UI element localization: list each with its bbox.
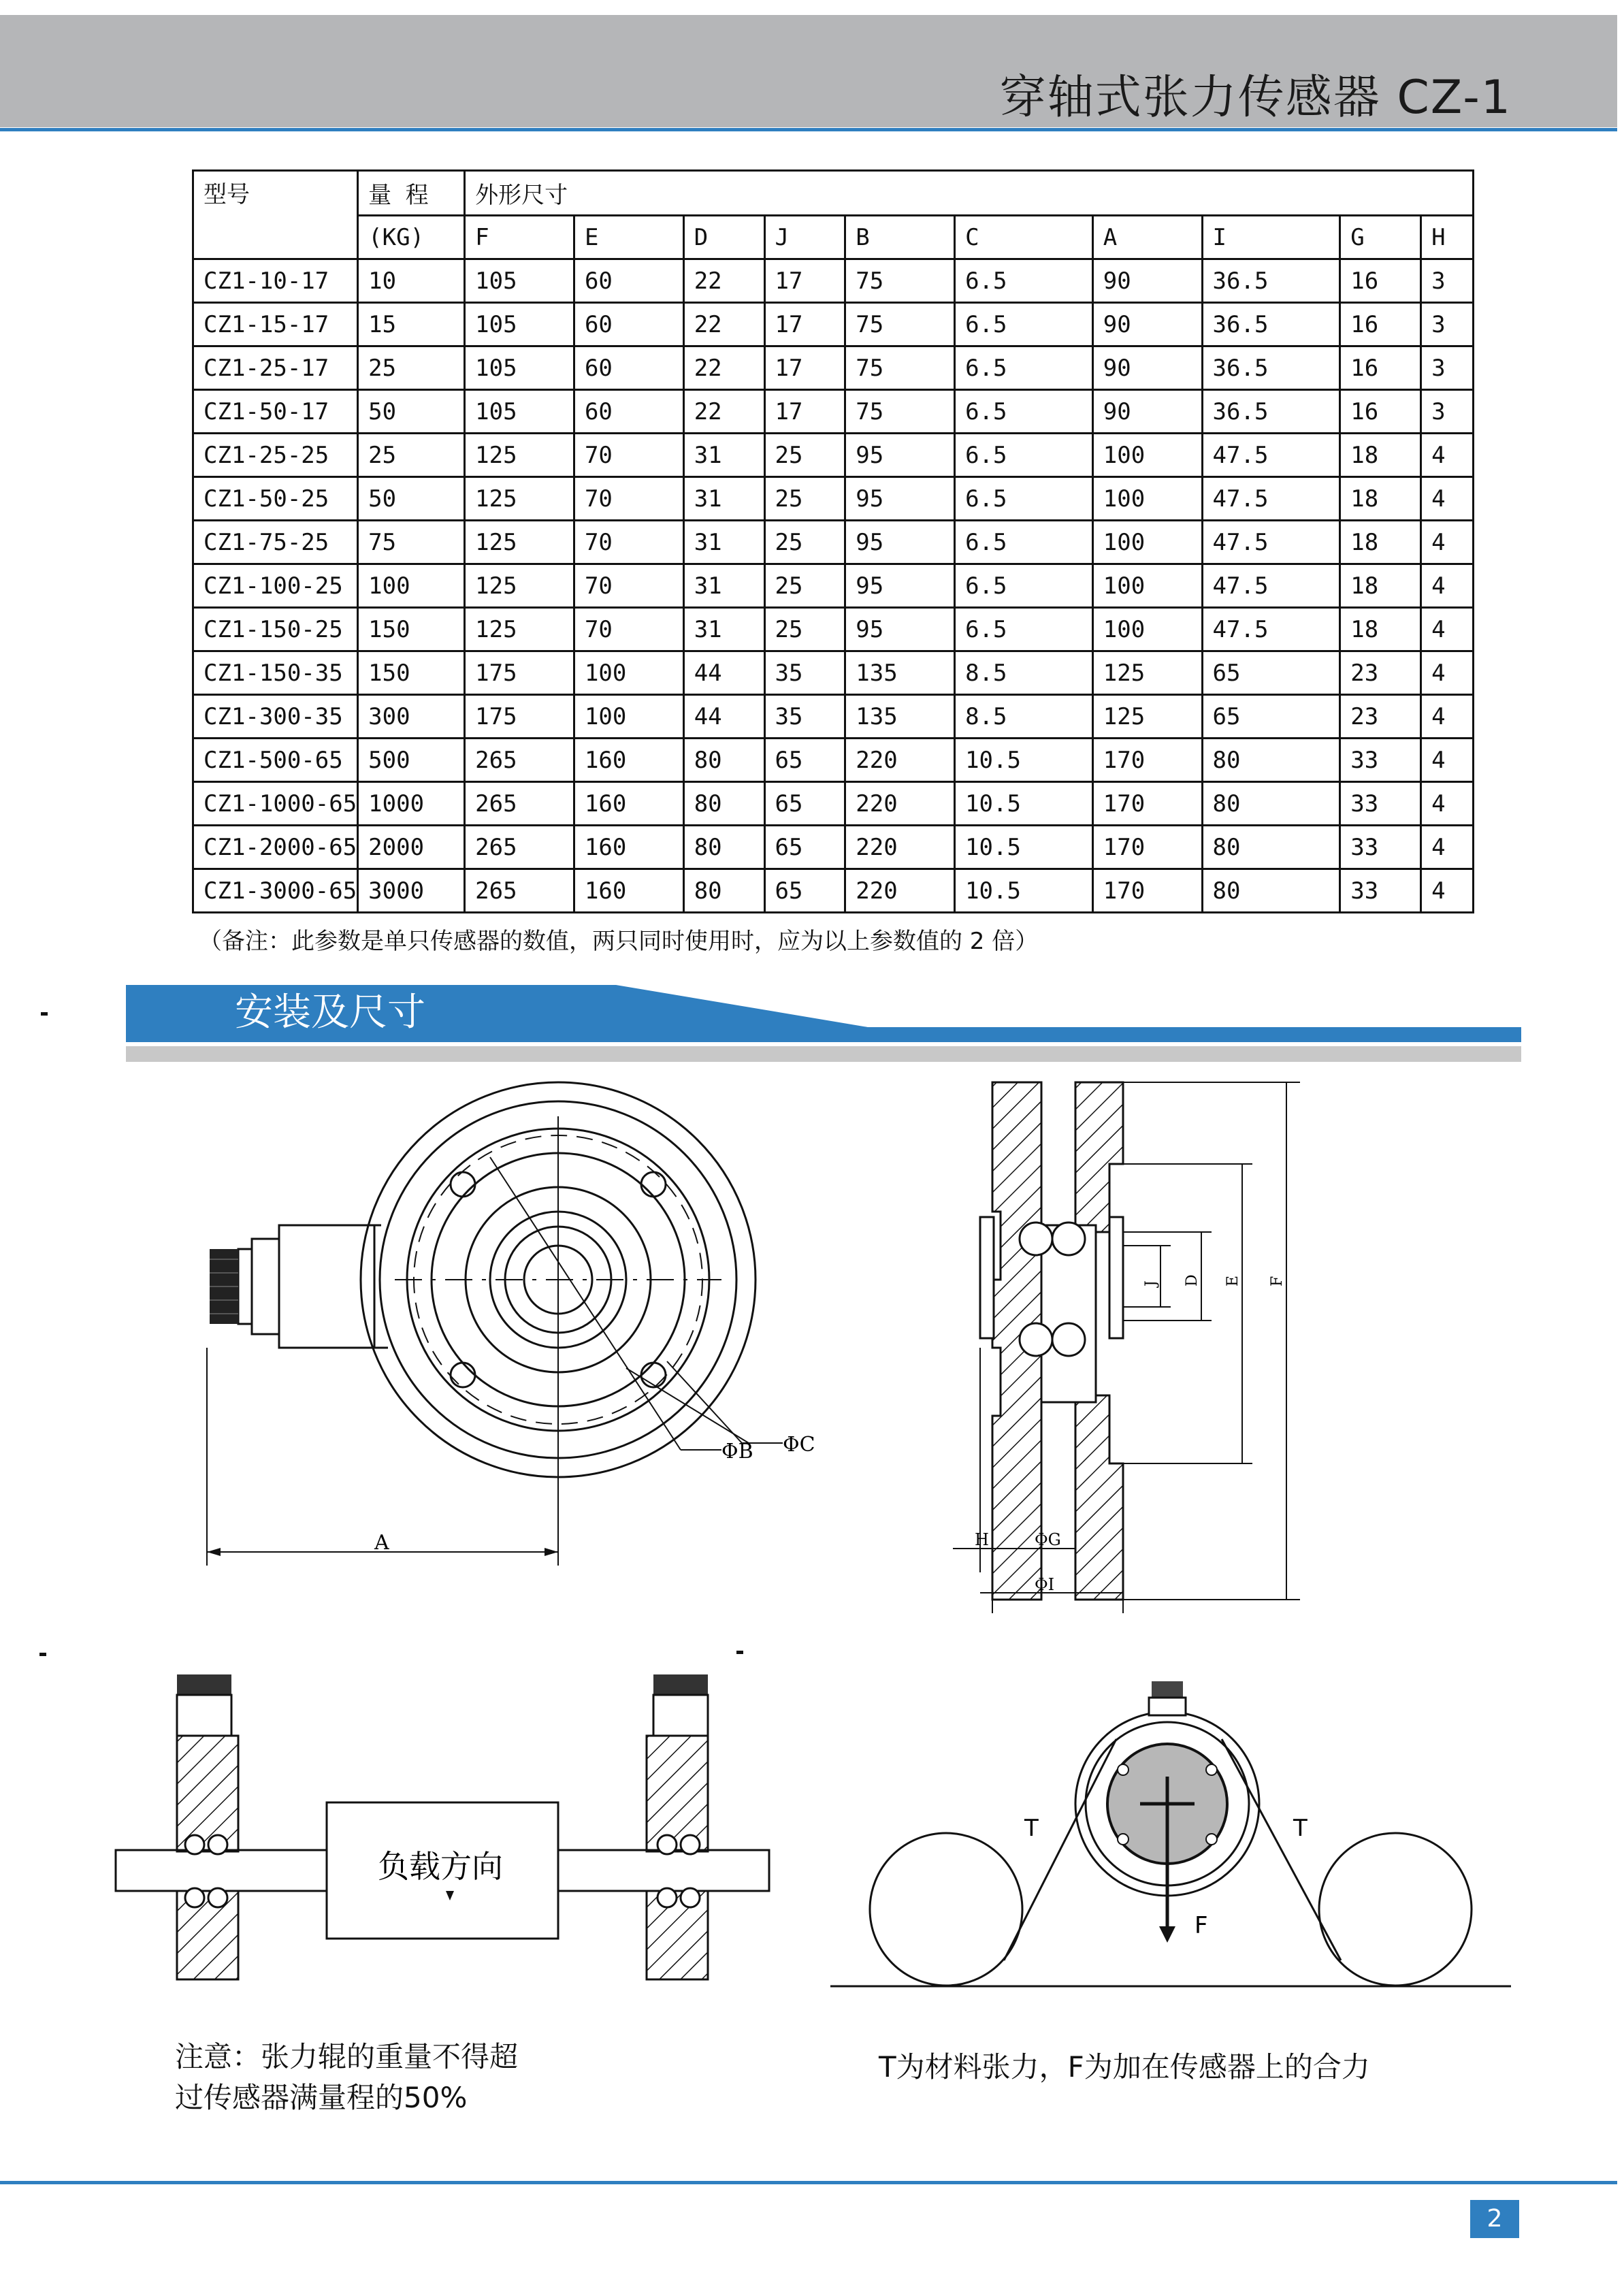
left-sensor xyxy=(177,1674,238,1979)
value-cell: 10.5 xyxy=(955,869,1093,913)
value-cell: 70 xyxy=(574,477,683,521)
footer-rule xyxy=(0,2181,1617,2184)
value-cell: 16 xyxy=(1340,346,1421,390)
value-cell: 3 xyxy=(1421,390,1474,434)
value-cell: 36.5 xyxy=(1202,259,1340,303)
value-cell: 100 xyxy=(1092,521,1202,564)
value-cell: 3000 xyxy=(358,869,465,913)
model-cell: CZ1-10-17 xyxy=(193,259,358,303)
header-rule xyxy=(0,128,1617,131)
value-cell: 60 xyxy=(574,346,683,390)
value-cell: 135 xyxy=(845,651,955,695)
value-cell: 18 xyxy=(1340,521,1421,564)
value-cell: 65 xyxy=(764,782,845,826)
dim-label-f: F xyxy=(1269,1276,1286,1286)
value-cell: 4 xyxy=(1421,564,1474,608)
value-cell: 65 xyxy=(764,826,845,869)
value-cell: 175 xyxy=(465,651,574,695)
model-header: 型号 xyxy=(193,171,358,259)
load-direction-label: 负载方向 xyxy=(378,1848,503,1885)
value-cell: 22 xyxy=(683,303,764,346)
value-cell: 17 xyxy=(764,346,845,390)
value-cell: 17 xyxy=(764,390,845,434)
value-cell: 4 xyxy=(1421,739,1474,782)
value-cell: 2000 xyxy=(358,826,465,869)
value-cell: 220 xyxy=(845,869,955,913)
value-cell: 23 xyxy=(1340,695,1421,739)
value-cell: 47.5 xyxy=(1202,564,1340,608)
value-cell: 16 xyxy=(1340,390,1421,434)
value-cell: 25 xyxy=(764,564,845,608)
value-cell: 47.5 xyxy=(1202,434,1340,477)
value-cell: 95 xyxy=(845,521,955,564)
value-cell: 220 xyxy=(845,739,955,782)
value-cell: 47.5 xyxy=(1202,477,1340,521)
dim-column-header: A xyxy=(1092,216,1202,259)
value-cell: 16 xyxy=(1340,259,1421,303)
value-cell: 10.5 xyxy=(955,782,1093,826)
value-cell: 75 xyxy=(845,303,955,346)
page-title: 穿轴式张力传感器 CZ-1 xyxy=(999,71,1512,125)
model-cell: CZ1-25-17 xyxy=(193,346,358,390)
dim-label-c: ΦC xyxy=(783,1433,815,1457)
dim-label-d: D xyxy=(1184,1274,1201,1286)
tension-explanation-note: T为材料张力，F为加在传感器上的合力 xyxy=(879,2050,1370,2084)
value-cell: 31 xyxy=(683,477,764,521)
value-cell: 265 xyxy=(465,782,574,826)
value-cell: 80 xyxy=(1202,869,1340,913)
table-row xyxy=(193,739,1474,782)
value-cell: 75 xyxy=(845,390,955,434)
value-cell: 17 xyxy=(764,259,845,303)
value-cell: 100 xyxy=(1092,434,1202,477)
front-view-drawing xyxy=(191,1075,844,1579)
value-cell: 6.5 xyxy=(955,608,1093,651)
value-cell: 100 xyxy=(574,651,683,695)
value-cell: 95 xyxy=(845,608,955,651)
value-cell: 170 xyxy=(1092,826,1202,869)
value-cell: 6.5 xyxy=(955,521,1093,564)
value-cell: 3 xyxy=(1421,259,1474,303)
table-row xyxy=(193,259,1474,303)
model-cell: CZ1-150-35 xyxy=(193,651,358,695)
table-row xyxy=(193,303,1474,346)
value-cell: 65 xyxy=(1202,651,1340,695)
value-cell: 90 xyxy=(1092,346,1202,390)
value-cell: 90 xyxy=(1092,259,1202,303)
value-cell: 50 xyxy=(358,390,465,434)
dim-column-header: G xyxy=(1340,216,1421,259)
value-cell: 80 xyxy=(683,739,764,782)
value-cell: 170 xyxy=(1092,869,1202,913)
value-cell: 100 xyxy=(1092,564,1202,608)
model-cell: CZ1-75-25 xyxy=(193,521,358,564)
value-cell: 95 xyxy=(845,564,955,608)
table-row xyxy=(193,477,1474,521)
value-cell: 60 xyxy=(574,390,683,434)
value-cell: 75 xyxy=(845,346,955,390)
value-cell: 100 xyxy=(1092,608,1202,651)
value-cell: 25 xyxy=(764,521,845,564)
value-cell: 100 xyxy=(358,564,465,608)
value-cell: 265 xyxy=(465,739,574,782)
value-cell: 6.5 xyxy=(955,564,1093,608)
dim-label-g: ΦG xyxy=(1035,1530,1061,1549)
value-cell: 160 xyxy=(574,739,683,782)
cross-section-drawing xyxy=(939,1075,1307,1620)
value-cell: 18 xyxy=(1340,564,1421,608)
value-cell: 100 xyxy=(1092,477,1202,521)
margin-mark xyxy=(736,1651,743,1654)
value-cell: 33 xyxy=(1340,826,1421,869)
value-cell: 17 xyxy=(764,303,845,346)
page-number: 2 xyxy=(1470,2200,1519,2238)
model-cell: CZ1-25-25 xyxy=(193,434,358,477)
value-cell: 3 xyxy=(1421,303,1474,346)
value-cell: 125 xyxy=(465,564,574,608)
value-cell: 80 xyxy=(683,869,764,913)
value-cell: 36.5 xyxy=(1202,346,1340,390)
dim-label-b: ΦB xyxy=(721,1440,753,1463)
value-cell: 8.5 xyxy=(955,695,1093,739)
table-row xyxy=(193,346,1474,390)
value-cell: 3 xyxy=(1421,346,1474,390)
table-row xyxy=(193,695,1474,739)
table-row xyxy=(193,390,1474,434)
value-cell: 44 xyxy=(683,651,764,695)
value-cell: 125 xyxy=(465,608,574,651)
shaft-assembly-drawing xyxy=(109,1661,776,1994)
value-cell: 170 xyxy=(1092,739,1202,782)
value-cell: 70 xyxy=(574,434,683,477)
value-cell: 25 xyxy=(764,434,845,477)
value-cell: 80 xyxy=(683,782,764,826)
value-cell: 31 xyxy=(683,434,764,477)
value-cell: 6.5 xyxy=(955,477,1093,521)
model-cell: CZ1-100-25 xyxy=(193,564,358,608)
value-cell: 160 xyxy=(574,782,683,826)
value-cell: 125 xyxy=(1092,695,1202,739)
value-cell: 65 xyxy=(764,869,845,913)
value-cell: 33 xyxy=(1340,869,1421,913)
value-cell: 35 xyxy=(764,651,845,695)
dim-column-header: E xyxy=(574,216,683,259)
right-sensor xyxy=(647,1674,708,1979)
value-cell: 160 xyxy=(574,826,683,869)
value-cell: 22 xyxy=(683,390,764,434)
tension-label-left: T xyxy=(1024,1815,1039,1842)
margin-mark xyxy=(41,1012,48,1016)
value-cell: 80 xyxy=(683,826,764,869)
value-cell: 47.5 xyxy=(1202,608,1340,651)
value-cell: 6.5 xyxy=(955,303,1093,346)
value-cell: 6.5 xyxy=(955,390,1093,434)
dims-header: 外形尺寸 xyxy=(465,171,1474,216)
value-cell: 33 xyxy=(1340,739,1421,782)
value-cell: 105 xyxy=(465,346,574,390)
value-cell: 65 xyxy=(764,739,845,782)
value-cell: 60 xyxy=(574,303,683,346)
dim-column-header: I xyxy=(1202,216,1340,259)
value-cell: 4 xyxy=(1421,651,1474,695)
value-cell: 220 xyxy=(845,826,955,869)
value-cell: 80 xyxy=(1202,782,1340,826)
value-cell: 95 xyxy=(845,477,955,521)
value-cell: 95 xyxy=(845,434,955,477)
value-cell: 75 xyxy=(358,521,465,564)
table-note: （备注：此参数是单只传感器的数值，两只同时使用时，应为以上参数值的 2 倍） xyxy=(199,928,1039,955)
value-cell: 4 xyxy=(1421,869,1474,913)
model-cell: CZ1-300-35 xyxy=(193,695,358,739)
dim-column-header: F xyxy=(465,216,574,259)
value-cell: 70 xyxy=(574,564,683,608)
value-cell: 50 xyxy=(358,477,465,521)
section-underline xyxy=(126,1046,1521,1062)
value-cell: 31 xyxy=(683,608,764,651)
table-row xyxy=(193,564,1474,608)
model-cell: CZ1-3000-65 xyxy=(193,869,358,913)
value-cell: 125 xyxy=(1092,651,1202,695)
value-cell: 10.5 xyxy=(955,826,1093,869)
value-cell: 36.5 xyxy=(1202,390,1340,434)
dim-label-j: J xyxy=(1143,1280,1160,1286)
value-cell: 80 xyxy=(1202,826,1340,869)
value-cell: 75 xyxy=(845,259,955,303)
value-cell: 44 xyxy=(683,695,764,739)
value-cell: 150 xyxy=(358,608,465,651)
dim-column-header: H xyxy=(1421,216,1474,259)
value-cell: 31 xyxy=(683,564,764,608)
value-cell: 500 xyxy=(358,739,465,782)
value-cell: 220 xyxy=(845,782,955,826)
value-cell: 170 xyxy=(1092,782,1202,826)
model-cell: CZ1-2000-65 xyxy=(193,826,358,869)
value-cell: 16 xyxy=(1340,303,1421,346)
value-cell: 90 xyxy=(1092,390,1202,434)
model-cell: CZ1-500-65 xyxy=(193,739,358,782)
table-row xyxy=(193,608,1474,651)
table-row xyxy=(193,782,1474,826)
range-unit: (KG) xyxy=(358,216,465,259)
dim-column-header: D xyxy=(683,216,764,259)
value-cell: 300 xyxy=(358,695,465,739)
dim-header-row xyxy=(193,216,1474,259)
value-cell: 60 xyxy=(574,259,683,303)
value-cell: 1000 xyxy=(358,782,465,826)
table-row xyxy=(193,521,1474,564)
value-cell: 35 xyxy=(764,695,845,739)
value-cell: 18 xyxy=(1340,477,1421,521)
model-cell: CZ1-50-17 xyxy=(193,390,358,434)
value-cell: 160 xyxy=(574,869,683,913)
value-cell: 25 xyxy=(358,434,465,477)
value-cell: 4 xyxy=(1421,434,1474,477)
table-row xyxy=(193,651,1474,695)
value-cell: 70 xyxy=(574,608,683,651)
value-cell: 23 xyxy=(1340,651,1421,695)
value-cell: 22 xyxy=(683,259,764,303)
value-cell: 33 xyxy=(1340,782,1421,826)
value-cell: 10 xyxy=(358,259,465,303)
value-cell: 70 xyxy=(574,521,683,564)
weight-warning-line1: 注意：张力辊的重量不得超 xyxy=(175,2040,519,2073)
value-cell: 105 xyxy=(465,259,574,303)
value-cell: 18 xyxy=(1340,608,1421,651)
value-cell: 8.5 xyxy=(955,651,1093,695)
value-cell: 6.5 xyxy=(955,434,1093,477)
value-cell: 135 xyxy=(845,695,955,739)
table-row xyxy=(193,826,1474,869)
value-cell: 22 xyxy=(683,346,764,390)
value-cell: 6.5 xyxy=(955,346,1093,390)
value-cell: 10.5 xyxy=(955,739,1093,782)
section-title: 安装及尺寸 xyxy=(235,990,425,1035)
dim-column-header: J xyxy=(764,216,845,259)
force-arrow-icon xyxy=(1159,1926,1175,1943)
model-cell: CZ1-1000-65 xyxy=(193,782,358,826)
value-cell: 25 xyxy=(764,477,845,521)
value-cell: 265 xyxy=(465,869,574,913)
tension-label-right: T xyxy=(1293,1815,1308,1842)
dim-label-h: H xyxy=(975,1530,989,1549)
value-cell: 36.5 xyxy=(1202,303,1340,346)
model-cell: CZ1-50-25 xyxy=(193,477,358,521)
value-cell: 125 xyxy=(465,434,574,477)
model-cell: CZ1-15-17 xyxy=(193,303,358,346)
spec-table xyxy=(192,169,1474,913)
force-label: F xyxy=(1195,1912,1208,1939)
model-cell: CZ1-150-25 xyxy=(193,608,358,651)
table-row xyxy=(193,869,1474,913)
dim-column-header: C xyxy=(955,216,1093,259)
value-cell: 125 xyxy=(465,521,574,564)
value-cell: 80 xyxy=(1202,739,1340,782)
value-cell: 65 xyxy=(1202,695,1340,739)
value-cell: 25 xyxy=(764,608,845,651)
value-cell: 25 xyxy=(358,346,465,390)
dim-label-e: E xyxy=(1224,1275,1241,1286)
value-cell: 15 xyxy=(358,303,465,346)
value-cell: 4 xyxy=(1421,608,1474,651)
weight-warning-note xyxy=(175,2037,518,2118)
dim-label-i: ΦI xyxy=(1035,1575,1055,1594)
value-cell: 4 xyxy=(1421,782,1474,826)
dim-column-header: B xyxy=(845,216,955,259)
value-cell: 105 xyxy=(465,390,574,434)
value-cell: 4 xyxy=(1421,521,1474,564)
value-cell: 265 xyxy=(465,826,574,869)
dim-label-a: A xyxy=(374,1531,389,1555)
value-cell: 47.5 xyxy=(1202,521,1340,564)
range-header: 量 程 xyxy=(358,171,465,216)
value-cell: 4 xyxy=(1421,695,1474,739)
value-cell: 18 xyxy=(1340,434,1421,477)
value-cell: 100 xyxy=(574,695,683,739)
table-row xyxy=(193,434,1474,477)
weight-warning-line2: 过传感器满量程的50% xyxy=(175,2081,468,2114)
value-cell: 4 xyxy=(1421,477,1474,521)
value-cell: 150 xyxy=(358,651,465,695)
value-cell: 175 xyxy=(465,695,574,739)
value-cell: 4 xyxy=(1421,826,1474,869)
value-cell: 31 xyxy=(683,521,764,564)
value-cell: 125 xyxy=(465,477,574,521)
margin-mark xyxy=(39,1653,46,1656)
value-cell: 6.5 xyxy=(955,259,1093,303)
tension-diagram xyxy=(817,1661,1525,2001)
table-header-row xyxy=(193,171,1474,216)
value-cell: 105 xyxy=(465,303,574,346)
value-cell: 90 xyxy=(1092,303,1202,346)
